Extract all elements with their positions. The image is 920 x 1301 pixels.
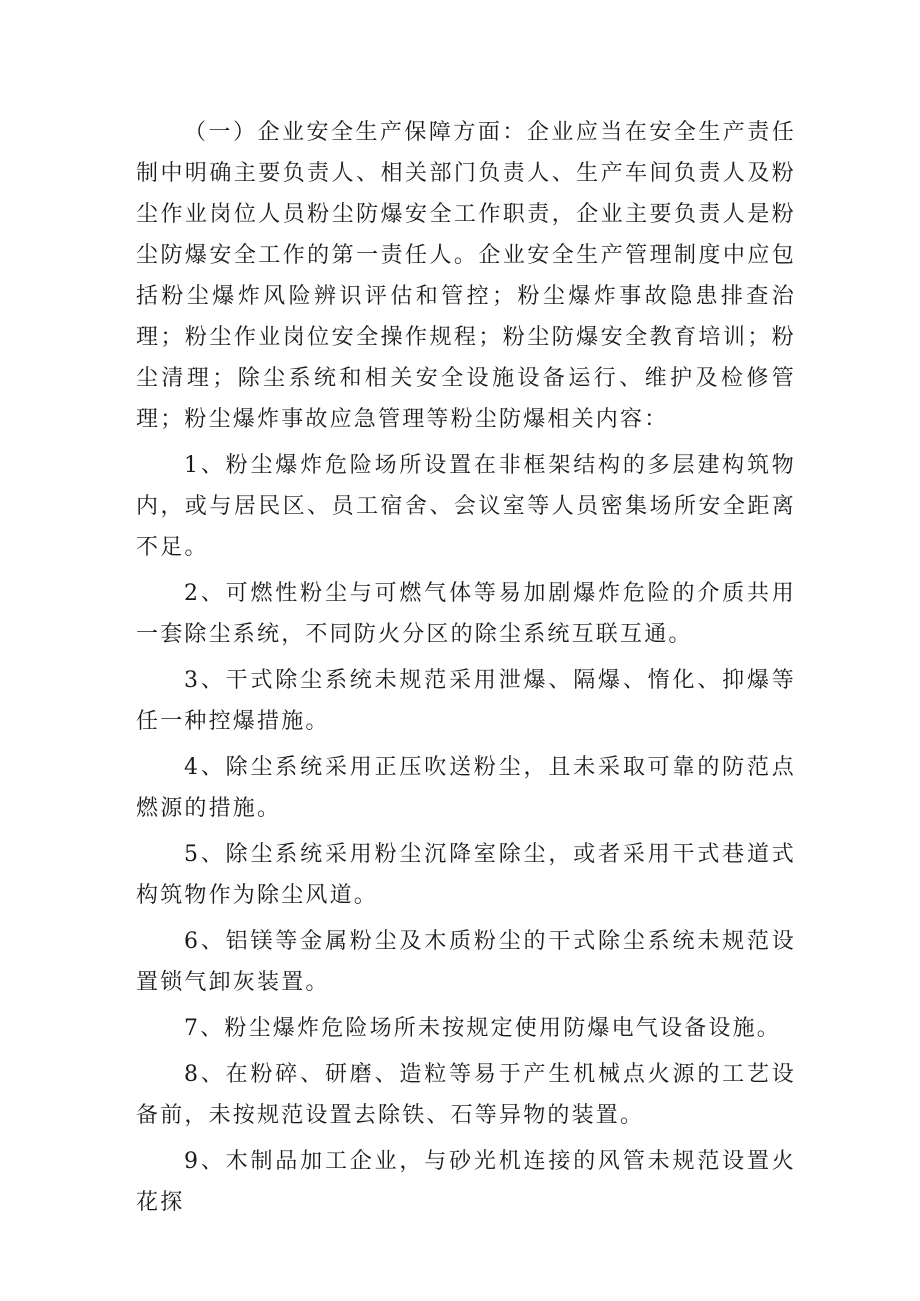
paragraph-item-5: 5、除尘系统采用粉尘沉降室除尘，或者采用干式巷道式构筑物作为除尘风道。 [136, 842, 796, 908]
paragraph-item-2: 2、可燃性粉尘与可燃气体等易加剧爆炸危险的介质共用一套除尘系统，不同防火分区的除尘系统互联互通。 [136, 581, 796, 647]
document-body [136, 112, 796, 1228]
paragraph-item-1: 1、粉尘爆炸危险场所设置在非框架结构的多层建构筑物内，或与居民区、员工宿舍、会议室等人员密集场所安全距离不足。 [136, 453, 796, 560]
paragraph-section-intro: （一）企业安全生产保障方面：企业应当在安全生产责任制中明确主要负责人、相关部门负责人、生产车间负责人及粉尘作业岗位人员粉尘防爆安全工作职责，企业主要负责人是粉尘防爆安全工作的第一责任人。企业安全生产管理制度中应包括粉尘爆炸风险辨识评估和管控；粉尘爆炸事故隐患排查治理；粉尘作业岗位安全操作规程；粉尘防爆安全教育培训；粉尘清理；除尘系统和相关安全设施设备运行、维护及检修管理；粉尘爆炸事故应急管理等粉尘防爆相关内容： [136, 120, 796, 432]
paragraph-item-4: 4、除尘系统采用正压吹送粉尘，且未采取可靠的防范点燃源的措施。 [136, 755, 796, 821]
paragraph-item-7: 7、粉尘爆炸危险场所未按规定使用防爆电气设备设施。 [184, 1016, 781, 1041]
paragraph-item-3: 3、干式除尘系统未规范采用泄爆、隔爆、惰化、抑爆等任一种控爆措施。 [136, 668, 796, 734]
paragraph-item-9: 9、木制品加工企业，与砂光机连接的风管未规范设置火花探 [136, 1149, 796, 1215]
paragraph-item-8: 8、在粉碎、研磨、造粒等易于产生机械点火源的工艺设备前，未按规范设置去除铁、石等异物的装置。 [136, 1062, 796, 1128]
paragraph-item-6: 6、铝镁等金属粉尘及木质粉尘的干式除尘系统未规范设置锁气卸灰装置。 [136, 929, 796, 995]
